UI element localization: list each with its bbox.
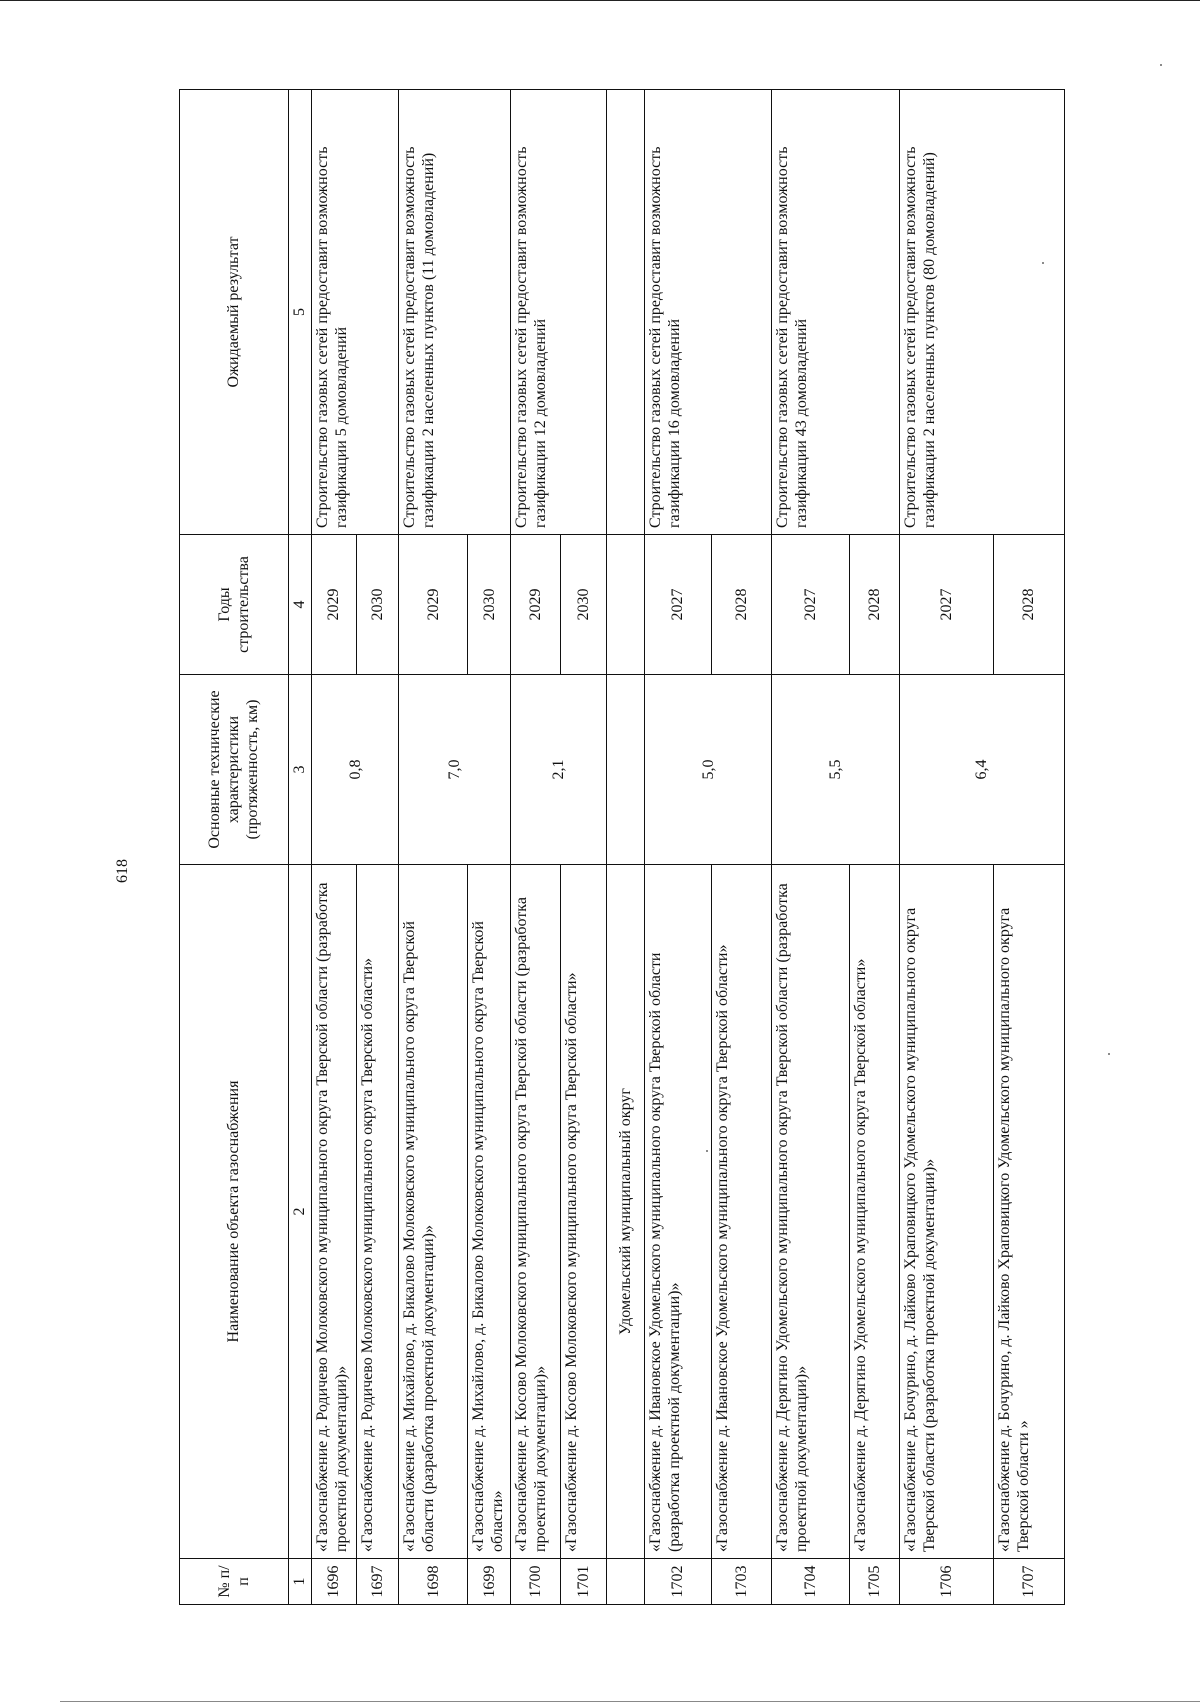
row-number: 1706 [899,1559,993,1605]
expected-result: Строительство газовых сетей предоставит возможность газификации 2 населенных пунктов (80 домовладений) [899,90,1064,535]
object-name: «Газоснабжение д. Косово Молоковского муниципального округа Тверской области» [561,865,607,1559]
object-name: «Газоснабжение д. Бочурино, д. Лайково Храповицкого Удомельского муниципального округа Тверской области » [993,865,1064,1559]
header-length: Основные технические характеристики (протяженность, км) [180,675,289,865]
expected-result: Строительство газовых сетей предоставит возможность газификации 5 домовладений [311,90,399,535]
length-value: 0,8 [311,675,399,865]
col-number: 3 [288,675,311,865]
region-row [607,90,645,1605]
row-number: 1704 [772,1559,849,1605]
region-title: Удомельский муниципальный округ [607,865,645,1559]
region-empty-cell [607,675,645,865]
build-year: 2028 [993,535,1064,675]
row-number: 1703 [711,1559,772,1605]
table-row [899,90,993,1605]
scan-speck [1160,64,1162,66]
build-year: 2030 [356,535,399,675]
object-name: «Газоснабжение д. Дерягино Удомельского муниципального округа Тверской области» [849,865,899,1559]
build-year: 2030 [468,535,511,675]
row-number: 1699 [468,1559,511,1605]
build-year: 2030 [561,535,607,675]
object-name: «Газоснабжение д. Бочурино, д. Лайково Храповицкого Удомельского муниципального округа Тверской области (разработка проектной документации)» [899,865,993,1559]
build-year: 2028 [711,535,772,675]
header-result: Ожидаемый результат [180,90,289,535]
region-empty-cell [607,1559,645,1605]
rotated-table-sheet [179,90,1065,1605]
build-year: 2028 [849,535,899,675]
table-row [644,90,711,1605]
col-number: 5 [288,90,311,535]
row-number: 1700 [511,1559,561,1605]
length-value: 7,0 [399,675,511,865]
col-number: 4 [288,535,311,675]
page-number: 618 [114,859,131,883]
build-year: 2027 [772,535,849,675]
row-number: 1698 [399,1559,468,1605]
object-name: «Газоснабжение д. Ивановское Удомельского муниципального округа Тверской области (разработка проектной документации)» [644,865,711,1559]
object-name: «Газоснабжение д. Михайлово, д. Бикалово Молоковского муниципального округа Тверской области (разработка проектной документации)» [399,865,468,1559]
region-empty-cell [607,535,645,675]
object-name: «Газоснабжение д. Ивановское Удомельского муниципального округа Тверской области» [711,865,772,1559]
expected-result: Строительство газовых сетей предоставит возможность газификации 43 домовладений [772,90,899,535]
column-number-row [288,90,311,1605]
row-number: 1696 [311,1559,356,1605]
row-number: 1705 [849,1559,899,1605]
gas-supply-table [179,89,1065,1605]
scan-top-edge [0,0,1200,1]
expected-result: Строительство газовых сетей предоставит возможность газификации 12 домовладений [511,90,607,535]
length-value: 5,0 [644,675,771,865]
object-name: «Газоснабжение д. Родичево Молоковского муниципального округа Тверской области» [356,865,399,1559]
expected-result: Строительство газовых сетей предоставит возможность газификации 16 домовладений [644,90,771,535]
scan-speck [1108,1053,1110,1055]
table-row [511,90,561,1605]
header-num: № п/п [180,1559,289,1605]
build-year: 2029 [511,535,561,675]
region-empty-cell [607,90,645,535]
table-row [772,90,849,1605]
length-value: 5,5 [772,675,899,865]
length-value: 6,4 [899,675,1064,865]
object-name: «Газоснабжение д. Дерягино Удомельского муниципального округа Тверской области (разработка проектной документации)» [772,865,849,1559]
object-name: «Газоснабжение д. Михайлово, д. Бикалово Молоковского муниципального округа Тверской области» [468,865,511,1559]
build-year: 2027 [899,535,993,675]
table-row [311,90,356,1605]
build-year: 2029 [311,535,356,675]
row-number: 1701 [561,1559,607,1605]
length-value: 2,1 [511,675,607,865]
object-name: «Газоснабжение д. Родичево Молоковского муниципального округа Тверской области (разработка проектной документации)» [311,865,356,1559]
object-name: «Газоснабжение д. Косово Молоковского муниципального округа Тверской области (разработка проектной документации)» [511,865,561,1559]
expected-result: Строительство газовых сетей предоставит возможность газификации 2 населенных пунктов (11 домовладений) [399,90,511,535]
col-number: 2 [288,865,311,1559]
build-year: 2029 [399,535,468,675]
header-name: Наименование объекта газоснабжения [180,865,289,1559]
table-row [399,90,468,1605]
col-number: 1 [288,1559,311,1605]
row-number: 1702 [644,1559,711,1605]
row-number: 1697 [356,1559,399,1605]
row-number: 1707 [993,1559,1064,1605]
build-year: 2027 [644,535,711,675]
header-row [180,90,289,1605]
scan-bottom-edge [60,1701,1200,1702]
header-years: Годы строительства [180,535,289,675]
